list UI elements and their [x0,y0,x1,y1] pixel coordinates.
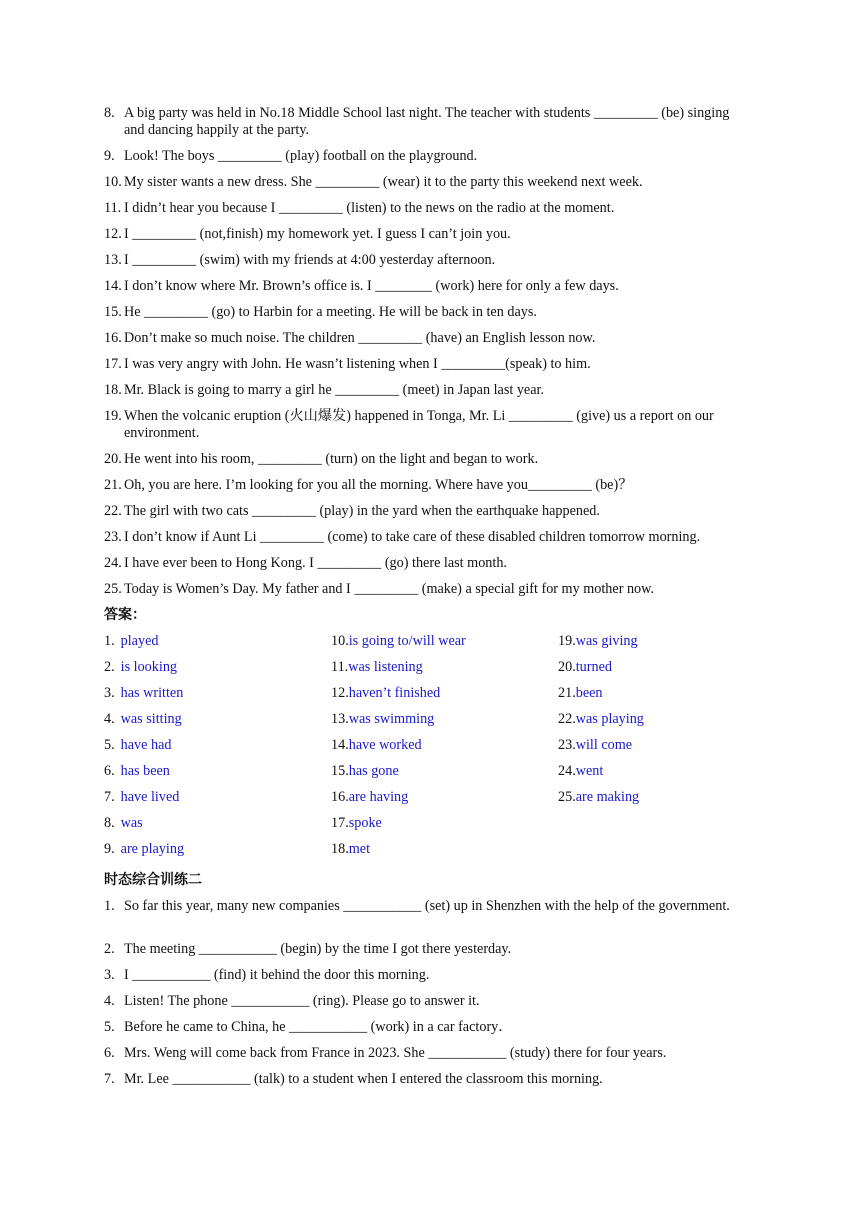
answer-number: 18. [331,841,349,857]
section-heading: 时态综合训练二 [104,872,202,888]
answer-item [104,737,171,754]
answer-value: has gone [348,763,399,779]
question-number: 24. [104,555,122,571]
question-text: Look! The boys _________ (play) football on the playground. [124,148,478,164]
answer-number: 16. [331,789,349,805]
question-number: 10. [104,174,122,190]
answer-value: haven’t finished [348,685,441,701]
question-2-6 [104,1045,744,1062]
question-number: 11. [104,200,122,216]
question-number: 16. [104,330,122,346]
answer-value: has written [120,685,184,701]
answer-value: will come [575,737,633,753]
question-number: 9. [104,148,115,164]
answer-value: played [120,633,159,649]
question-text: He went into his room, _________ (turn) on the light and began to work. [124,451,539,467]
question-number: 2. [104,941,115,957]
answer-item [558,737,632,754]
question-text: I _________ (swim) with my friends at 4:00 yesterday afternoon. [124,252,496,268]
question-21 [104,477,744,494]
question-25 [104,581,744,598]
answer-number: 2. [104,659,115,675]
question-number: 23. [104,529,122,545]
question-number: 19. [104,408,122,424]
question-2-4 [104,993,744,1010]
answer-number: 25. [558,789,576,805]
answer-value: was [120,815,143,831]
question-number: 3. [104,967,115,983]
answer-value: been [575,685,603,701]
answer-value: is going to/will wear [348,633,466,649]
answer-number: 15. [331,763,349,779]
answer-number: 1. [104,633,115,649]
question-text: The girl with two cats _________ (play) in the yard when the earthquake happened. [124,503,600,519]
question-text: So far this year, many new companies ___________ (set) up in Shenzhen with the help of the government. [124,898,730,914]
answer-number: 9. [104,841,115,857]
answer-number: 23. [558,737,576,753]
question-number: 8. [104,105,115,121]
answer-item [104,685,183,702]
answer-value: are having [348,789,409,805]
question-17 [104,356,744,373]
answer-item [104,841,184,858]
question-text: Mr. Black is going to marry a girl he _________ (meet) in Japan last year. [124,382,545,398]
question-19 [104,408,744,442]
question-14 [104,278,744,295]
question-number: 21. [104,477,122,493]
answer-number: 3. [104,685,115,701]
answer-item [331,659,423,676]
answer-value: are making [575,789,640,805]
question-11 [104,200,744,217]
question-number: 5. [104,1019,115,1035]
answer-item [331,763,399,780]
answer-number: 11. [331,659,349,675]
question-number: 6. [104,1045,115,1061]
answer-number: 10. [331,633,349,649]
answer-number: 4. [104,711,115,727]
question-number: 7. [104,1071,115,1087]
answer-value: have worked [348,737,422,753]
question-text: I don’t know where Mr. Brown’s office is. I ________ (work) here for only a few days. [124,278,619,294]
question-15 [104,304,744,321]
question-text: A big party was held in No.18 Middle School last night. The teacher with students _________ (be) singing and dancing happily at the party. [124,105,730,138]
question-number: 12. [104,226,122,242]
question-text: The meeting ___________ (begin) by the time I got there yesterday. [124,941,512,957]
answer-item [558,685,603,702]
answer-item [331,633,466,650]
question-text: Oh, you are here. I’m looking for you all the morning. Where have you_________ (be)？ [124,477,633,493]
answer-item [558,659,612,676]
question-number: 25. [104,581,122,597]
answer-item [558,711,644,728]
answer-item [331,789,408,806]
question-text: Mrs. Weng will come back from France in 2023. She ___________ (study) there for four years. [124,1045,667,1061]
question-18 [104,382,744,399]
question-number: 15. [104,304,122,320]
question-text: Listen! The phone ___________ (ring). Please go to answer it. [124,993,480,1009]
answer-item [558,633,638,650]
answer-item [104,633,158,650]
answer-value: spoke [348,815,382,831]
answer-value: was swimming [348,711,435,727]
answer-value: was sitting [120,711,182,727]
question-text: I don’t know if Aunt Li _________ (come) to take care of these disabled children tomorrow morning. [124,529,701,545]
question-text: My sister wants a new dress. She _________ (wear) it to the party this weekend next week. [124,174,643,190]
answer-number: 8. [104,815,115,831]
answer-item [331,685,440,702]
answer-item [331,815,382,832]
answer-item [104,815,143,832]
question-text: Today is Women’s Day. My father and I _________ (make) a special gift for my mother now. [124,581,655,597]
answer-item [104,789,179,806]
question-text: Mr. Lee ___________ (talk) to a student when I entered the classroom this morning. [124,1071,603,1087]
answer-number: 7. [104,789,115,805]
question-16 [104,330,744,347]
answer-number: 6. [104,763,115,779]
answer-number: 12. [331,685,349,701]
question-20 [104,451,744,468]
answers-heading: 答案： [104,607,146,623]
question-text: I _________ (not,finish) my homework yet. I guess I can’t join you. [124,226,511,242]
answer-number: 17. [331,815,349,831]
answer-item [331,841,370,858]
question-number: 17. [104,356,122,372]
question-13 [104,252,744,269]
question-text: He _________ (go) to Harbin for a meeting. He will be back in ten days. [124,304,537,320]
question-number: 20. [104,451,122,467]
answer-number: 21. [558,685,576,701]
question-23 [104,529,764,546]
question-2-7 [104,1071,744,1088]
question-number: 4. [104,993,115,1009]
question-text: Don’t make so much noise. The children _________ (have) an English lesson now. [124,330,596,346]
question-10 [104,174,744,191]
question-number: 13. [104,252,122,268]
answer-value: are playing [120,841,185,857]
question-2-5 [104,1019,744,1036]
question-text: I didn’t hear you because I _________ (listen) to the news on the radio at the moment. [124,200,615,216]
answer-value: has been [120,763,170,779]
question-number: 22. [104,503,122,519]
answer-value: was listening [348,659,423,675]
answer-value: is looking [120,659,178,675]
answer-number: 14. [331,737,349,753]
answer-value: have had [120,737,172,753]
question-number: 18. [104,382,122,398]
question-9 [104,148,744,165]
question-number: 14. [104,278,122,294]
answer-value: met [348,841,371,857]
answer-value: was giving [575,633,638,649]
question-12 [104,226,744,243]
question-2-3 [104,967,744,984]
answer-number: 24. [558,763,576,779]
question-number: 1. [104,898,115,914]
answer-number: 22. [558,711,576,727]
question-text: I have ever been to Hong Kong. I _________ (go) there last month. [124,555,507,571]
question-text: I ___________ (find) it behind the door this morning. [124,967,430,983]
question-text: I was very angry with John. He wasn’t listening when I _________(speak) to him. [124,356,591,372]
question-2-1 [104,898,744,915]
answer-number: 5. [104,737,115,753]
answer-item [104,763,170,780]
answer-value: turned [575,659,612,675]
answer-value: was playing [575,711,644,727]
question-22 [104,503,744,520]
question-24 [104,555,744,572]
question-text: When the volcanic eruption (火山爆发) happened in Tonga, Mr. Li _________ (give) us a report on our environment. [124,408,714,441]
answer-number: 20. [558,659,576,675]
question-2-2 [104,941,744,958]
answer-value: have lived [120,789,180,805]
question-text: Before he came to China, he ___________ (work) in a car factory． [124,1019,513,1035]
answer-item [331,737,422,754]
answer-number: 13. [331,711,349,727]
question-8 [104,105,744,139]
answer-number: 19. [558,633,576,649]
answer-item [104,659,177,676]
answer-value: went [575,763,604,779]
answer-item [331,711,434,728]
answer-item [104,711,182,728]
answer-item [558,763,603,780]
answer-item [558,789,639,806]
